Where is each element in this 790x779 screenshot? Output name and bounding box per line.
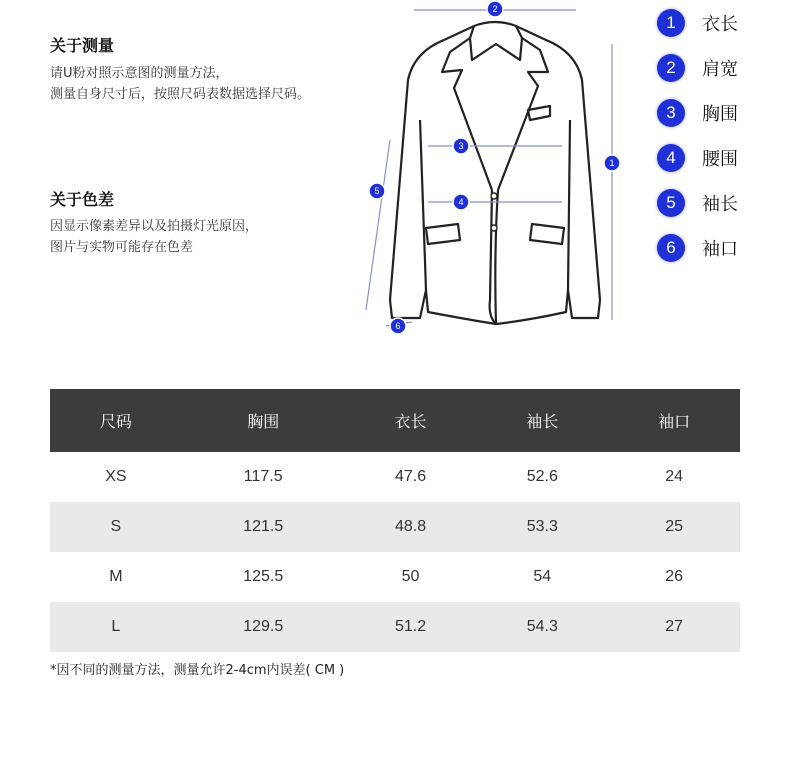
header-sleeve: 袖长: [476, 389, 608, 452]
cell-cuff: 26: [608, 552, 740, 602]
legend-item-length: [657, 8, 738, 38]
header-size: 尺码: [50, 389, 182, 452]
table-row: [50, 552, 740, 602]
marker-4-label: 4: [458, 197, 464, 207]
cell-size: M: [50, 552, 182, 602]
table-row: [50, 502, 740, 552]
measure-line-1: 请U粉对照示意图的测量方法，: [50, 66, 229, 81]
legend-label: 衣长: [702, 14, 738, 35]
cell-sleeve: 53.3: [476, 502, 608, 552]
cell-chest: 117.5: [182, 452, 345, 502]
legend-number-badge: 4: [657, 144, 685, 172]
cell-sleeve: 54.3: [476, 602, 608, 652]
table-row: [50, 452, 740, 502]
marker-1-label: 1: [609, 158, 615, 168]
legend-label: 胸围: [702, 104, 738, 125]
cell-sleeve: 52.6: [476, 452, 608, 502]
cell-length: 47.6: [345, 452, 477, 502]
color-line-2: 图片与实物可能存在色差: [50, 240, 194, 255]
legend-item-shoulder: [657, 53, 738, 83]
cell-length: 50: [345, 552, 477, 602]
legend-label: 袖口: [702, 239, 738, 260]
header-cuff: 袖口: [608, 389, 740, 452]
color-line-1: 因显示像素差异以及拍摄灯光原因，: [50, 219, 259, 234]
legend-number-badge: 2: [657, 54, 685, 82]
table-header-row: [50, 389, 740, 452]
legend-item-cuff: [657, 233, 738, 263]
color-title: 关于色差: [50, 190, 115, 209]
header-length: 衣长: [345, 389, 477, 452]
cell-size: S: [50, 502, 182, 552]
cell-size: XS: [50, 452, 182, 502]
cell-size: L: [50, 602, 182, 652]
cell-length: 51.2: [345, 602, 477, 652]
marker-3-label: 3: [458, 141, 464, 151]
marker-2-label: 2: [492, 4, 498, 14]
legend-item-sleeve: [657, 188, 738, 218]
legend-label: 肩宽: [702, 59, 738, 80]
cell-cuff: 27: [608, 602, 740, 652]
cell-cuff: 25: [608, 502, 740, 552]
cell-length: 48.8: [345, 502, 477, 552]
size-table: [50, 389, 740, 652]
legend-number-badge: 1: [657, 9, 685, 37]
measure-title: 关于测量: [50, 36, 115, 55]
legend-label: 腰围: [702, 149, 738, 170]
cell-chest: 129.5: [182, 602, 345, 652]
legend-item-waist: [657, 143, 738, 173]
cell-chest: 121.5: [182, 502, 345, 552]
cell-chest: 125.5: [182, 552, 345, 602]
jacket-outline: [390, 22, 600, 324]
color-description: [50, 216, 258, 258]
measurement-lines: [366, 10, 615, 326]
legend-item-chest: [657, 98, 738, 128]
footnote: *因不同的测量方法，测量允许2-4cm内误差( CM ): [50, 663, 345, 678]
marker-5-label: 5: [374, 186, 380, 196]
table-row: [50, 602, 740, 652]
legend-number-badge: 6: [657, 234, 685, 262]
cell-cuff: 24: [608, 452, 740, 502]
measure-line-2: 测量自身尺寸后，按照尺码表数据选择尺码。: [50, 87, 311, 102]
marker-6-label: 6: [395, 321, 401, 331]
header-chest: 胸围: [182, 389, 345, 452]
jacket-diagram: [355, 0, 635, 340]
legend-number-badge: 3: [657, 99, 685, 127]
measure-description: [50, 63, 310, 105]
cell-sleeve: 54: [476, 552, 608, 602]
legend-label: 袖长: [702, 194, 738, 215]
legend-number-badge: 5: [657, 189, 685, 217]
